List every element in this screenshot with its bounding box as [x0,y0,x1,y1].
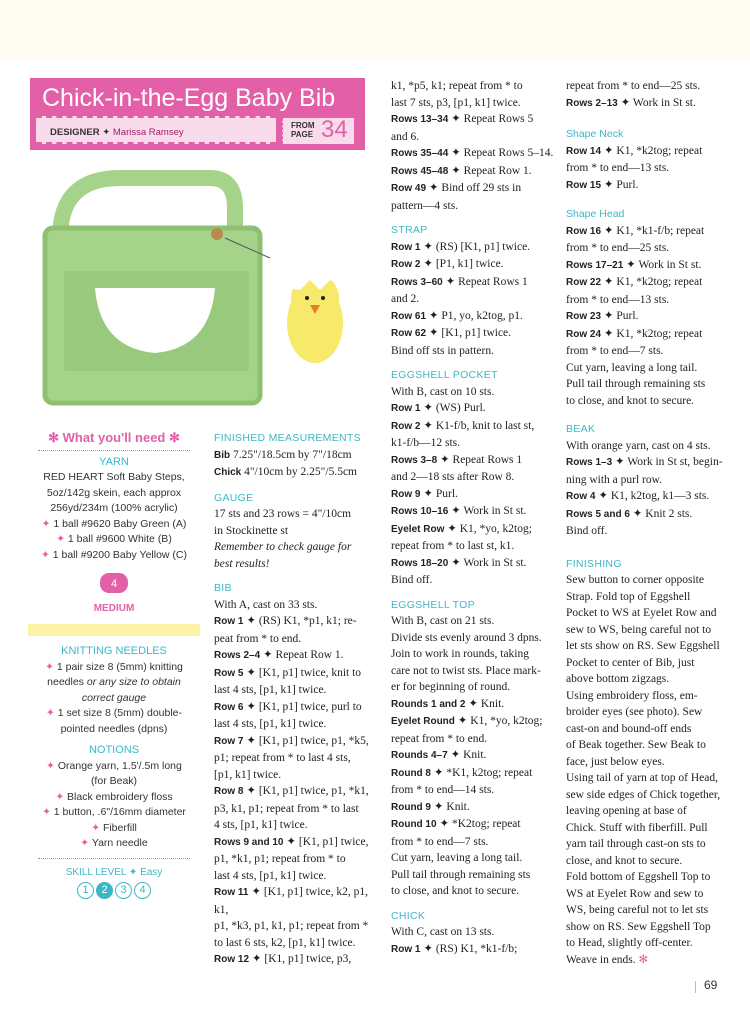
yarn-line: 5oz/142g skein, each approx [46,486,182,499]
notions-heading: NOTIONS [88,744,140,756]
text-line: Rows 1–3 ✦ Work in St st, begin- [566,456,723,468]
text-line: repeat from * to end—25 sts. [566,80,701,92]
text-line: peat from * to end. [214,632,302,645]
text-line: Row 1 ✦ (RS) K1, *p1, k1; re- [214,615,357,627]
text-line: sew side edges of Chick together, [566,788,721,801]
text-line: and 6. [391,130,420,143]
text-line: Rows 18–20 ✦ Work in St st. [391,556,527,569]
text-line: With B, cast on 21 sts. [391,615,495,627]
text-line: Row 8 ✦ [K1, p1] twice, p1, *k1, [214,785,369,797]
text-line: Bind off. [566,525,608,537]
text-line: leaving opening at base of [566,805,687,817]
text-line: Chick 4"/10cm by 2.25"/5.5cm [214,466,357,478]
text-line: Pocket to WS at Eyelet Row and [566,607,717,619]
text-line: p3, k1, p1; repeat from * to last [214,802,359,815]
notion-item: ✦ Orange yarn, 1.5'/.5m long [46,759,182,772]
instructions-column-1 [214,430,382,969]
text-line: above bottom zigzags. [566,673,670,685]
text-line: Remember to check gauge for [214,541,352,553]
page-number: 69 [704,978,718,992]
text-line: Row 9 ✦ Purl. [391,487,458,500]
text-line: WS at Eyelet Row and sew to [566,887,704,900]
text-line: pattern—4 sts. [391,199,459,212]
section-heading: CHICK [391,909,426,922]
text-line: broider eyes (see photo). Sew [566,706,703,718]
text-line: Row 1 ✦ (RS) K1, *k1-f/b; [391,942,518,955]
text-line: Chick. Stuff with fiberfill. Pull [566,821,708,834]
text-line: last 4 sts, [p1, k1] twice. [214,869,327,882]
text-line: Row 16 ✦ K1, *k1-f/b; repeat [566,224,705,237]
text-line: Rows 17–21 ✦ Work in St st. [566,258,702,271]
text-line: Rows 3–60 ✦ Repeat Rows 1 [391,275,528,288]
text-line: Row 15 ✦ Purl. [566,178,639,191]
yarn-heading: YARN [99,455,129,468]
notion-item: ✦ Fiberfill [91,821,137,834]
text-line: k1-f/b—12 sts. [391,437,460,449]
text-line: Round 10 ✦ *K2tog; repeat [391,818,521,830]
text-line: repeat from * to last st, k1. [391,540,515,552]
text-line: to close, and knot to secure. [391,885,520,897]
text-line: Row 5 ✦ [K1, p1] twice, knit to [214,666,362,679]
needles-line: needles or any size to obtain [47,676,181,688]
text-line: Rows 3–8 ✦ Repeat Rows 1 [391,453,523,466]
text-line: and 2—18 sts after Row 8. [391,471,515,483]
text-line: k1, *p5, k1; repeat from * to [391,80,523,92]
text-line: last 7 sts, p3, [p1, k1] twice. [391,96,521,109]
from-page-label: FROM PAGE [291,121,315,139]
text-line: With B, cast on 10 sts. [391,385,495,398]
text-line: Rows 9 and 10 ✦ [K1, p1] twice, [214,835,369,848]
text-line: from * to end—7 sts. [391,835,489,848]
text-line: from * to end—14 sts. [391,784,495,796]
weight-label: MEDIUM [93,602,135,614]
text-line: [p1, k1] twice. [214,768,282,781]
skill-level-4: 4 [134,882,151,899]
yarn-line: 256yd/234m (100% acrylic) [50,502,178,514]
text-line: Row 12 ✦ [K1, p1] twice, p3, [214,953,352,965]
text-line: Rows 2–4 ✦ Repeat Row 1. [214,649,344,661]
text-line: Rows 35–44 ✦ Repeat Rows 5–14. [391,147,554,159]
text-line: from * to end—13 sts. [566,162,670,174]
text-line: Row 2 ✦ K1-f/b, knit to last st, [391,419,535,432]
text-line: last 4 sts, [p1, k1] twice. [214,718,327,730]
text-line: in Stockinette st [214,524,289,537]
designer-row [36,116,276,144]
text-line: Row 22 ✦ K1, *k2tog; repeat [566,276,703,288]
yarn-line: ✦ 1 ball #9600 White (B) [56,533,172,545]
bib-photo [30,168,360,408]
what-you-need-heading: ✻ What you'll need ✻ [48,430,180,445]
instructions-column-3 [566,78,746,968]
text-line: sew to WS, being careful not to [566,623,712,636]
text-line: Using tail of yarn at top of Head, [566,772,719,784]
text-line: 17 sts and 23 rows = 4"/10cm [214,508,352,520]
text-line: p1, *k3, p1, k1, p1; repeat from * [214,920,369,932]
text-line: Rounds 1 and 2 ✦ Knit. [391,697,505,710]
designer-credit: DESIGNER ✦ Marissa Ramsey [50,127,184,138]
text-line: Pull tail through remaining sts [391,868,531,881]
notion-item: ✦ Black embroidery floss [55,790,173,803]
text-line: Round 9 ✦ Knit. [391,800,470,813]
text-line: Row 1 ✦ (WS) Purl. [391,402,486,414]
text-line: Pull tail through remaining sts [566,378,706,390]
text-line: of Beak together. Sew Beak to [566,739,706,751]
svg-text:4: 4 [110,578,118,590]
needles-heading: KNITTING NEEDLES [61,645,167,657]
text-line: close, and knot to secure. [566,854,683,867]
skill-level-3: 3 [115,882,132,899]
section-heading: BIB [214,582,232,594]
text-line: face, just below eyes. [566,755,665,768]
subsection-heading: Shape Head [566,208,625,220]
end-mark-icon: ✻ [638,953,649,966]
page-title: Chick-in-the-Egg Baby Bib [42,84,336,112]
text-line: Fold bottom of Eggshell Top to [566,871,711,883]
text-line: Eyelet Round ✦ K1, *yo, k2tog; [391,715,543,727]
section-heading: FINISHING [566,557,622,570]
text-line: from * to end—7 sts. [566,345,664,357]
notion-item: (for Beak) [90,775,138,787]
text-line: Rows 13–34 ✦ Repeat Rows 5 [391,113,534,125]
highlight-bar [28,624,200,636]
yarn-line: ✦ 1 ball #9620 Baby Green (A) [41,517,187,530]
text-line: Pocket to center of Bib, just [566,656,695,669]
section-heading: EGGSHELL TOP [391,598,475,611]
section-heading: FINISHED MEASUREMENTS [214,432,361,444]
text-line: Join to work in rounds, taking [391,648,529,660]
text-line: Row 14 ✦ K1, *k2tog; repeat [566,144,703,157]
needles-line: pointed needles (dpns) [60,722,168,735]
skill-level-indicator [28,882,200,899]
text-line: Divide sts evenly around 3 dpns. [391,631,542,644]
text-line: With orange yarn, cast on 4 sts. [566,439,711,452]
text-line: Round 8 ✦ *K1, k2tog; repeat [391,766,533,779]
needles-line: correct gauge [81,691,147,704]
text-line: show on RS. Sew Eggshell Top [566,920,711,933]
text-line: let sts show on RS. Sew Eggshell [566,640,720,652]
subsection-heading: Shape Neck [566,128,624,140]
text-line: WS, being careful not to let sts [566,904,709,916]
text-line: to last 6 sts, k2, [p1, k1] twice. [214,936,356,949]
yarn-line: RED HEART Soft Baby Steps, [43,471,185,483]
text-line: 4 sts, [p1, k1] twice. [214,819,308,831]
needles-line: ✦ 1 pair size 8 (5mm) knitting [45,660,183,673]
text-line: p1; repeat from * to last 4 sts, [214,752,351,764]
text-line: Row 7 ✦ [K1, p1] twice, p1, *k5, [214,734,369,747]
text-line: repeat from * to end. [391,732,488,745]
text-line: Row 62 ✦ [K1, p1] twice. [391,327,512,339]
notion-item: ✦ Yarn needle [80,837,148,849]
section-heading: GAUGE [214,491,254,504]
text-line: to close, and knot to secure. [566,394,695,407]
yarn-line: ✦ 1 ball #9200 Baby Yellow (C) [41,548,187,561]
text-line: Bib 7.25"/18.5cm by 7"/18cm [214,448,352,461]
section-heading: BEAK [566,423,596,435]
instructions-column-2 [391,78,556,958]
text-line: With A, cast on 33 sts. [214,598,318,611]
text-line: Cut yarn, leaving a long tail. [566,361,698,374]
text-line: Row 61 ✦ P1, yo, k2tog, p1. [391,309,523,322]
text-line: p1, *k1, p1; repeat from * to [214,853,346,865]
skill-level: SKILL LEVEL ✦ Easy [65,866,163,878]
text-line: Sew button to corner opposite [566,574,704,586]
text-line: Cut yarn, leaving a long tail. [391,852,523,864]
text-line: Row 11 ✦ [K1, p1] twice, k2, p1, k1, [214,886,368,916]
top-strip [0,0,750,60]
text-line: Row 23 ✦ Purl. [566,310,639,322]
text-line: Rows 5 and 6 ✦ Knit 2 sts. [566,507,693,520]
section-heading: STRAP [391,224,428,236]
text-line: Row 24 ✦ K1, *k2tog; repeat [566,327,703,340]
text-line: Bind off. [391,574,433,586]
divider [38,858,190,859]
text-line: Bind off sts in pattern. [391,344,494,357]
text-line: Rows 45–48 ✦ Repeat Row 1. [391,164,532,177]
title-banner [30,78,365,150]
text-line: Row 4 ✦ K1, k2tog, k1—3 sts. [566,490,710,502]
text-line: er for beginning of round. [391,681,511,693]
text-line: Using embroidery floss, em- [566,689,698,702]
text-line: best results! [214,557,270,570]
text-line: yarn tail through cast-on sts to [566,838,706,850]
text-line: Row 49 ✦ Bind off 29 sts in [391,182,522,194]
text-line: care not to twist sts. Place mark- [391,664,541,677]
text-line: last 4 sts, [p1, k1] twice. [214,684,327,696]
text-line: Rounds 4–7 ✦ Knit. [391,749,487,761]
text-line: Strap. Fold top of Eggshell [566,590,691,603]
text-line: from * to end—13 sts. [566,293,670,306]
text-line: Rows 10–16 ✦ Work in St st. [391,505,527,517]
footer-rule [695,981,696,993]
text-line: With C, cast on 13 sts. [391,926,495,938]
skill-level-2: 2 [96,882,113,899]
from-page-box [282,118,354,144]
section-heading: EGGSHELL POCKET [391,369,498,381]
text-line: Row 2 ✦ [P1, k1] twice. [391,258,504,270]
text-line: to Head, slightly off-center. [566,937,693,949]
needles-line: ✦ 1 set size 8 (5mm) double- [45,707,183,719]
text-line: ning with a purl row. [566,473,663,486]
divider [38,450,190,451]
text-line: Row 1 ✦ (RS) [K1, p1] twice. [391,240,531,253]
text-line: Weave in ends. ✻ [566,953,649,966]
notion-item: ✦ 1 button, .6"/16mm diameter [42,806,186,818]
text-line: and 2. [391,293,420,305]
text-line: Rows 2–13 ✦ Work in St st. [566,96,696,109]
from-page-number: 34 [321,116,348,143]
skill-level-1: 1 [77,882,94,899]
text-line: from * to end—25 sts. [566,242,670,254]
text-line: Row 6 ✦ [K1, p1] twice, purl to [214,700,362,713]
text-line: cast-on and bound-off ends [566,722,692,735]
materials-column [28,430,200,899]
text-line: Eyelet Row ✦ K1, *yo, k2tog; [391,522,532,535]
yarn-weight-icon [99,571,129,595]
